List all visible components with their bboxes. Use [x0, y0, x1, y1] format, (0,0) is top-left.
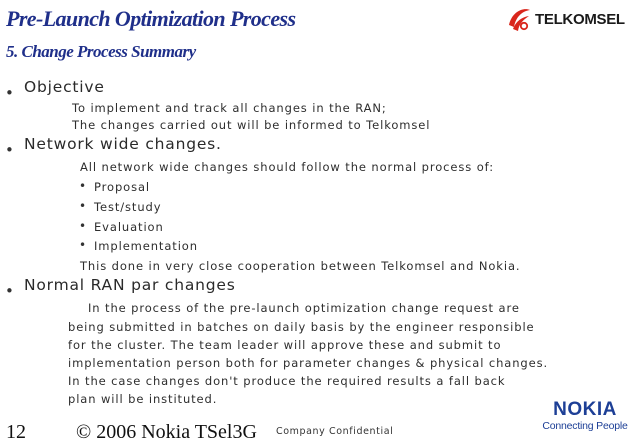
normal-line: In the case changes don't produce the required results a fall back: [68, 374, 506, 388]
normal-line: In the process of the pre-launch optimization change request are: [88, 301, 520, 315]
objective-heading: Objective: [24, 78, 105, 96]
confidential-label: Company Confidential: [276, 426, 394, 437]
network-outro: This done in very close cooperation between Telkomsel and Nokia.: [80, 259, 521, 273]
bullet-dot: •: [5, 141, 14, 159]
page-number: 12: [6, 421, 26, 442]
objective-line: To implement and track all changes in the RAN;: [72, 101, 387, 115]
telkomsel-logo-text: TELKOMSEL: [535, 10, 625, 28]
slide-subtitle: 5. Change Process Summary: [6, 42, 196, 61]
process-step: Test/study: [94, 200, 162, 214]
process-step: Implementation: [94, 239, 198, 253]
process-step: Evaluation: [94, 220, 164, 234]
slide-title: Pre-Launch Optimization Process: [6, 6, 296, 31]
nokia-logo: [536, 400, 634, 433]
bullet-dot: •: [79, 179, 87, 193]
objective-line: The changes carried out will be informed to Telkomsel: [72, 118, 431, 132]
network-heading: Network wide changes.: [24, 135, 222, 153]
normal-heading: Normal RAN par changes: [24, 276, 236, 294]
bullet-dot: •: [5, 282, 14, 300]
network-intro: All network wide changes should follow the normal process of:: [80, 160, 494, 174]
normal-line: implementation person both for parameter changes & physical changes.: [68, 356, 549, 370]
bullet-dot: •: [5, 84, 14, 102]
bullet-dot: •: [79, 238, 87, 252]
bullet-dot: •: [79, 219, 87, 233]
normal-line: plan will be instituted.: [68, 392, 218, 406]
copyright: © 2006 Nokia TSel3G: [76, 421, 257, 442]
nokia-tagline: Connecting People: [542, 420, 628, 432]
bullet-dot: •: [79, 199, 87, 213]
normal-line: being submitted in batches on daily basis by the engineer responsible: [68, 320, 535, 334]
normal-line: for the cluster. The team leader will approve these and submit to: [68, 338, 502, 352]
process-step: Proposal: [94, 180, 151, 194]
nokia-wordmark: NOKIA: [553, 399, 617, 420]
